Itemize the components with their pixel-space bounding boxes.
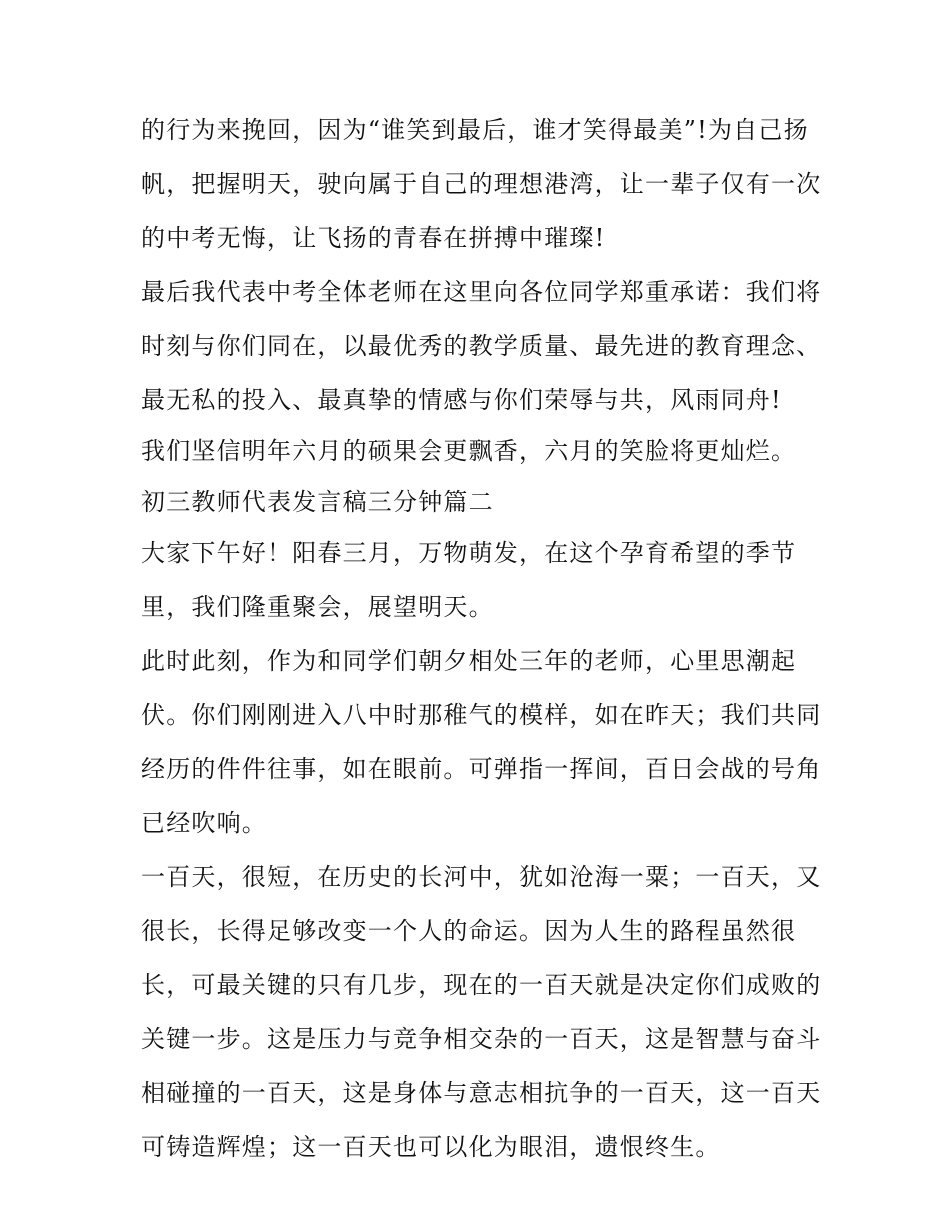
text-line: 可铸造辉煌；这一百天也可以化为眼泪，遗恨终生。 xyxy=(141,1133,721,1161)
text-line: 一百天，很短，在历史的长河中，犹如沧海一粟；一百天，又 xyxy=(141,863,822,891)
text-line: 最后我代表中考全体老师在这里向各位同学郑重承诺：我们将 xyxy=(141,278,822,306)
body-text xyxy=(141,108,821,1179)
text-line: 大家下午好！阳春三月，万物萌发，在这个孕育希望的季节 xyxy=(141,539,797,567)
text-line: 已经吹响。 xyxy=(141,809,267,837)
text-line: 帆，把握明天，驶向属于自己的理想港湾，让一辈子仅有一次 xyxy=(141,170,822,198)
text-line: 最无私的投入、最真挚的情感与你们荣辱与共，风雨同舟! xyxy=(141,386,782,414)
text-line: 相碰撞的一百天，这是身体与意志相抗争的一百天，这一百天 xyxy=(141,1079,822,1107)
text-line: 里，我们隆重聚会，展望明天。 xyxy=(141,593,494,621)
text-line: 伏。你们刚刚进入八中时那稚气的模样，如在昨天；我们共同 xyxy=(141,701,822,729)
text-line: 很长，长得足够改变一个人的命运。因为人生的路程虽然很 xyxy=(141,917,797,945)
text-line: 经历的件件往事，如在眼前。可弹指一挥间，百日会战的号角 xyxy=(141,755,822,783)
text-line: 我们坚信明年六月的硕果会更飘香，六月的笑脸将更灿烂。 xyxy=(141,437,797,465)
text-line: 关键一步。这是压力与竞争相交杂的一百天，这是智慧与奋斗 xyxy=(141,1025,822,1053)
section-heading: 初三教师代表发言稿三分钟篇二 xyxy=(141,488,494,516)
text-line: 的中考无悔，让飞扬的青春在拼搏中璀璨! xyxy=(141,224,606,252)
text-line: 长，可最关键的只有几步，现在的一百天就是决定你们成败的 xyxy=(141,971,822,999)
text-line: 的行为来挽回，因为“谁笑到最后，谁才笑得最美”!为自己扬 xyxy=(141,116,809,144)
text-line: 时刻与你们同在，以最优秀的教学质量、最先进的教育理念、 xyxy=(141,332,822,360)
text-line: 此时此刻，作为和同学们朝夕相处三年的老师，心里思潮起 xyxy=(141,647,797,675)
